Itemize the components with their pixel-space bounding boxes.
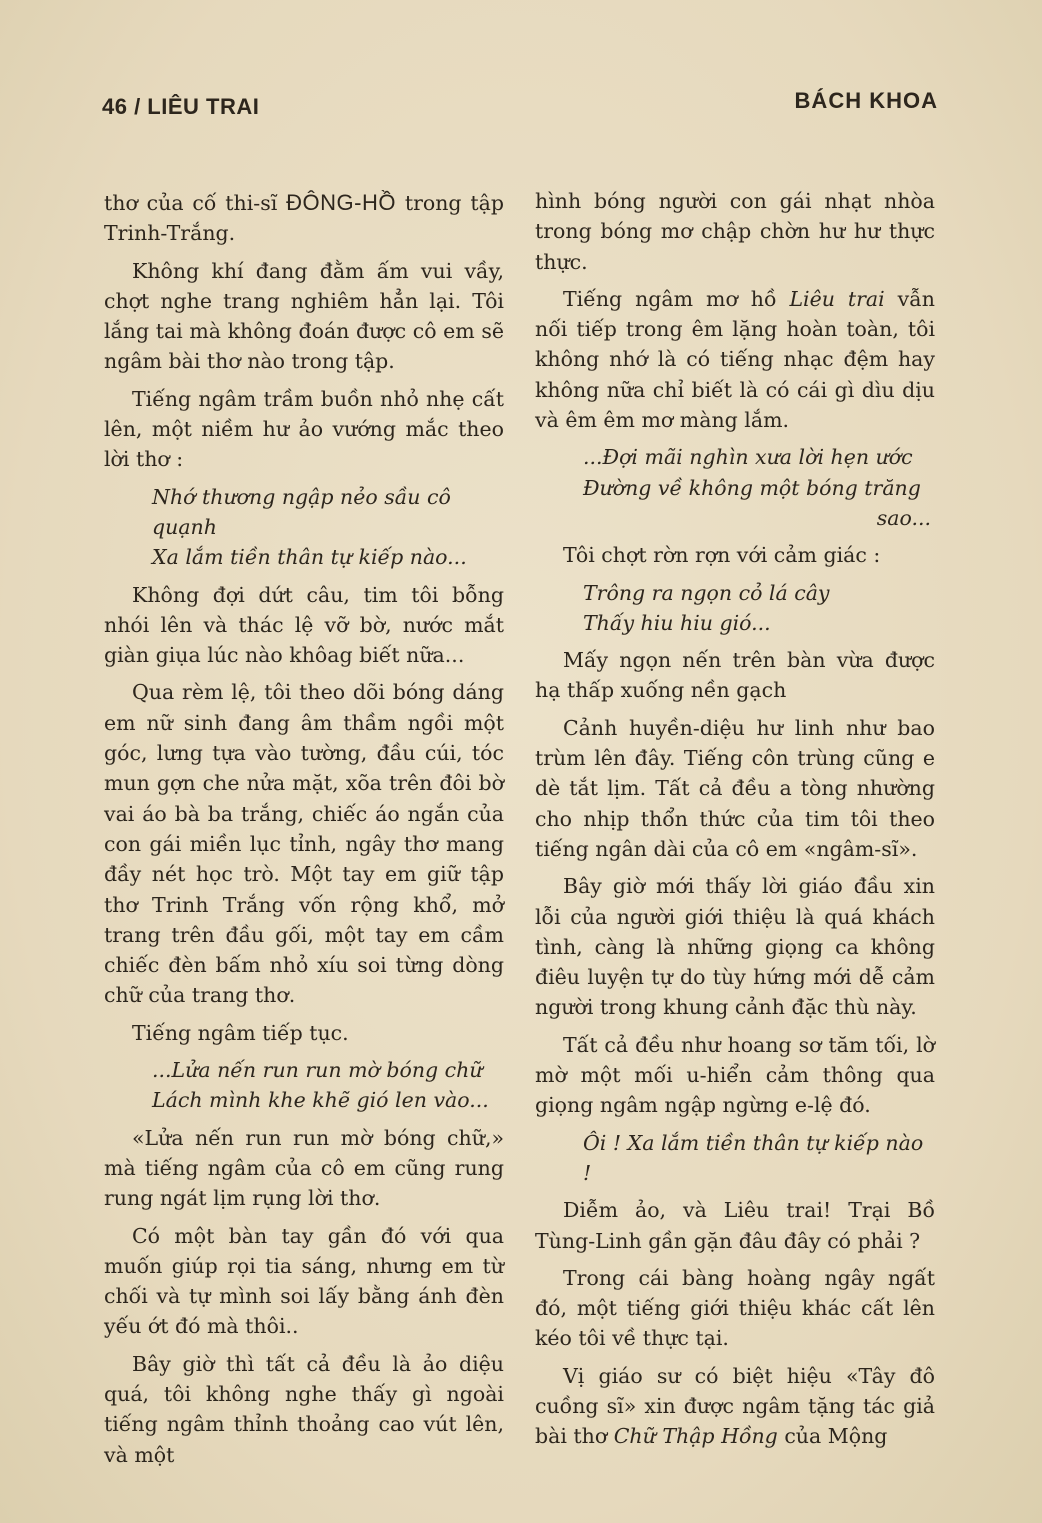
paragraph: Tất cả đều như hoang sơ tăm tối, lờ mờ một mối u-hiển cảm thông qua giọng ngâm ngập ngừng e-lệ đó. — [535, 1032, 935, 1118]
right-column — [535, 186, 935, 1459]
poem-line: ...Lửa nến run run mờ bóng chữ — [152, 1058, 483, 1083]
poem-line: Đường về không một bóng trăng — [583, 475, 921, 500]
paragraph: Không đợi dứt câu, tim tôi bỗng nhói lên và thác lệ vỡ bờ, nước mắt giàn giụa lúc nào khôag biết nữa... — [104, 582, 504, 668]
poem-line: Trông ra ngọn cỏ lá cây — [583, 580, 830, 605]
poem-line: Thấy hiu hiu gió... — [583, 610, 771, 635]
poem-quote — [535, 578, 935, 639]
paragraph: Trong cái bàng hoàng ngây ngất đó, một tiếng giới thiệu khác cất lên kéo tôi về thực tại. — [535, 1265, 935, 1351]
poem-line: ...Đợi mãi nghìn xưa lời hẹn ước — [583, 445, 913, 470]
paragraph: thơ của cố thi-sĩ ĐÔNG-HỒ trong tập Trinh-Trắng. — [104, 190, 504, 246]
paragraph: hình bóng người con gái nhạt nhòa trong bóng mơ chập chờn hư hư thực thực. — [535, 189, 935, 274]
paragraph: Bây giờ thì tất cả đều là ảo diệu quá, tôi không nghe thấy gì ngoài tiếng ngâm thỉnh thoảng cao vút lên, và một — [104, 1351, 504, 1467]
paragraph: Tiếng ngâm mơ hồ Liêu trai vẫn nối tiếp trong êm lặng hoàn toàn, tôi không nhớ là có tiếng nhạc đệm hay không nữa chỉ biết là có cái gì dìu dịu và êm êm mơ màng lắm. — [535, 286, 935, 433]
running-header-right: BÁCH KHOA — [794, 88, 938, 113]
poem-line: Nhớ thương ngập nẻo sầu cô quạnh — [152, 484, 451, 539]
paragraph: Diễm ảo, và Liêu trai! Trại Bồ Tùng-Linh gần gặn đâu đây có phải ? — [535, 1198, 935, 1253]
paragraph: Bây giờ mới thấy lời giáo đầu xin lỗi của người giới thiệu là quá khách tình, càng là những giọng ca không điêu luyện tự do tùy hứng mới dễ cảm người trong khung cảnh đặc thù này. — [535, 874, 935, 1020]
poem-line: Xa lắm tiền thân tự kiếp nào... — [152, 545, 467, 570]
poem-quote — [104, 1055, 504, 1116]
paragraph: Tiếng ngâm tiếp tục. — [132, 1020, 349, 1045]
poet-name: ĐÔNG-HỒ — [286, 190, 396, 215]
paragraph: «Lửa nến run run mờ bóng chữ,» mà tiếng ngâm của cô em cũng rung rung ngát lịm rụng lời thơ. — [104, 1125, 504, 1211]
paragraph: Tôi chợt rờn rợn với cảm giác : — [563, 543, 881, 568]
paragraph: Mấy ngọn nến trên bàn vừa được hạ thấp xuống nền gạch — [535, 648, 935, 703]
running-header-left: 46 / LIÊU TRAI — [102, 94, 260, 119]
work-title: Chữ Thập Hồng — [613, 1424, 778, 1449]
left-column — [104, 188, 504, 1477]
paragraph: Vị giáo sư có biệt hiệu «Tây đô cuồng sĩ» xin được ngâm tặng tác giả bài thơ Chữ Thập Hồng của Mộng — [535, 1363, 935, 1449]
work-title: Liêu trai — [789, 286, 885, 311]
paragraph: Qua rèm lệ, tôi theo dõi bóng dáng em nữ sinh đang âm thầm ngồi một góc, lưng tựa vào tường, đầu cúi, tóc mun gợn che nửa mặt, xõa trên đôi bờ vai áo bà ba trắng, chiếc áo ngắn của con gái miền lục tỉnh, ngây thơ mang đầy nét học trò. Một tay em giữ tập thơ Trinh Trắng vốn rộng khổ, mở trang trên đầu gối, một tay em cầm chiếc đèn bấm nhỏ xíu soi từng dòng chữ của trang thơ. — [104, 680, 504, 1008]
paragraph: Có một bàn tay gần đó với qua muốn giúp rọi tia sáng, nhưng em từ chối và tự mình soi lấy bằng ánh đèn yếu ớt đó mà thôi.. — [104, 1223, 504, 1339]
paragraph: Tiếng ngâm trầm buồn nhỏ nhẹ cất lên, một niềm hư ảo vướng mắc theo lời thơ : — [104, 386, 504, 472]
poem-quote — [535, 442, 935, 533]
paragraph: Không khí đang đằm ấm vui vầy, chợt nghe trang nghiêm hẳn lại. Tôi lắng tai mà không đoán được cô em sẽ ngâm bài thơ nào trong tập. — [104, 258, 504, 374]
poem-line: Lách mình khe khẽ gió len vào... — [152, 1088, 489, 1113]
paragraph: Cảnh huyền-diệu hư linh như bao trùm lên đây. Tiếng côn trùng cũng e dè tắt lịm. Tất cả đều a tòng nhường cho nhịp thổn thức của tim tôi theo tiếng ngân dài của cô em «ngâm-sĩ». — [535, 715, 935, 861]
poem-quote — [104, 482, 504, 573]
poem-quote: Ôi ! Xa lắm tiền thân tự kiếp nào ! — [583, 1130, 924, 1185]
poem-line: sao... — [876, 505, 931, 530]
